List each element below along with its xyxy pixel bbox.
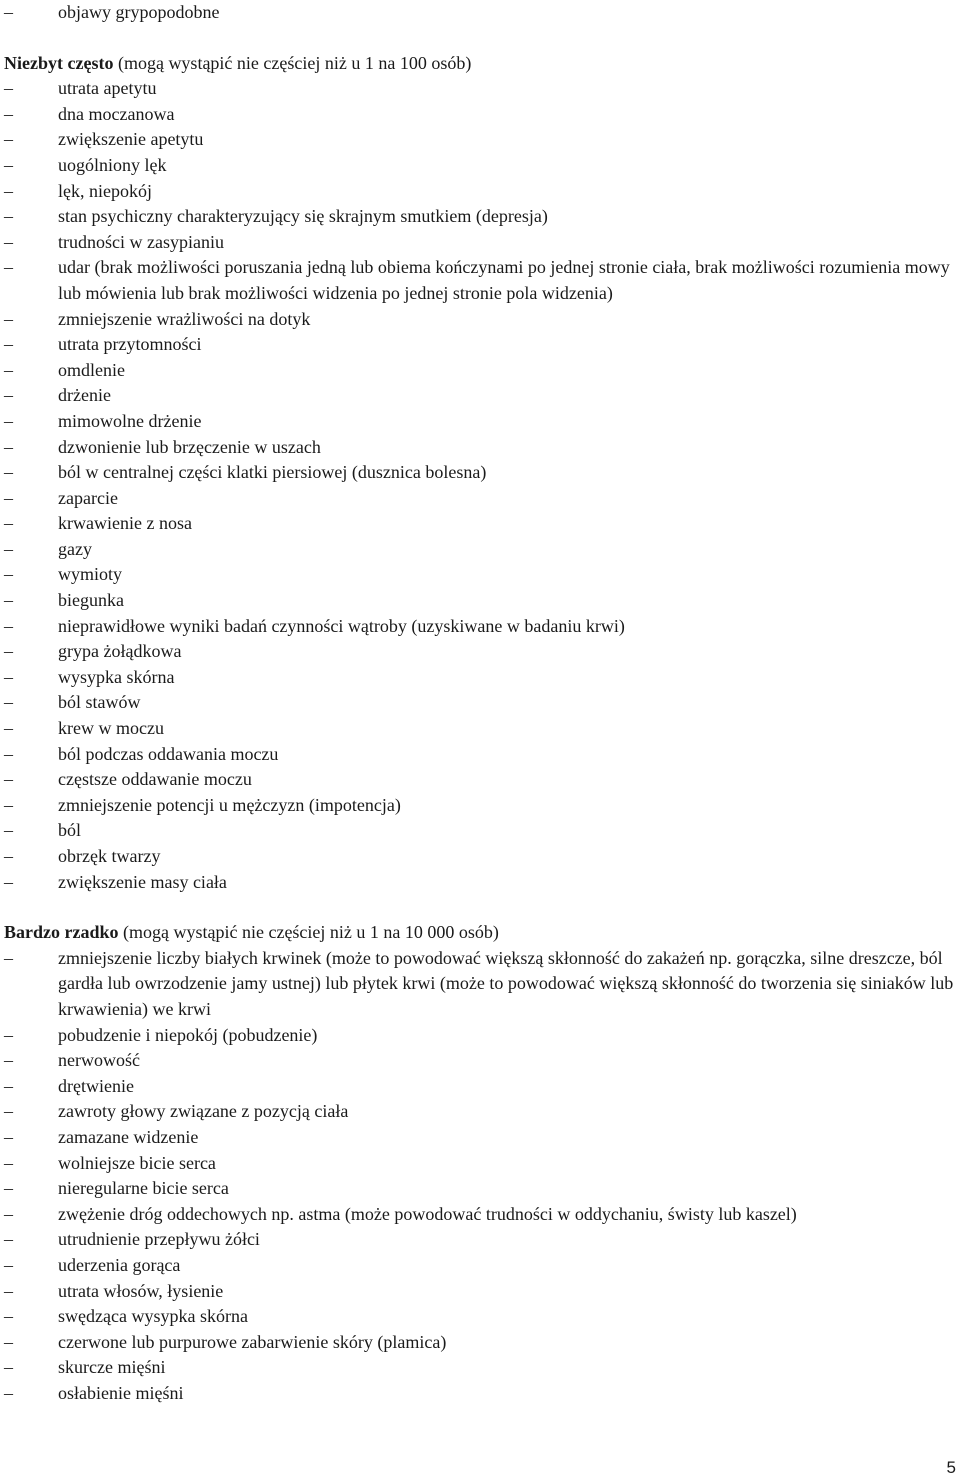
list-item-text: omdlenie [58,359,125,380]
list-item [0,383,960,409]
section-heading-bardzo-rzadko-rest: (mogą wystąpić nie częściej niż u 1 na 10 000 osób) [118,922,499,943]
list-item [0,486,960,512]
dash-bullet: – [4,769,13,790]
dash-bullet: – [4,718,13,739]
dash-bullet: – [4,385,13,406]
dash-bullet: – [4,436,13,457]
list-item [0,102,960,128]
dash-bullet: – [4,692,13,713]
dash-bullet: – [4,846,13,866]
list-item [0,76,960,102]
list-item-text: krwawienie z nosa [58,513,192,534]
dash-bullet: – [4,513,13,534]
list-item-text: dzwonienie lub brzęczenie w uszach [58,436,321,457]
list-item-text: wolniejsze bicie serca [58,1152,216,1173]
dash-bullet: – [4,1075,13,1096]
list-item-text: utrata przytomności [58,334,202,355]
list-item [0,204,960,230]
intro-list [0,0,960,26]
list-item [0,793,960,819]
list-item-text: udar (brak możliwości poruszania jedną lub obiema kończynami po jednej stronie ciała, brak możliwości rozumienia mowy lub mówienia lub brak możliwości widzenia po jednej stronie pola widzenia) [58,257,950,303]
list-item-text: krew w moczu [58,718,164,739]
list-item [0,332,960,358]
section-heading-niezbyt-rest: (mogą wystąpić nie częściej niż u 1 na 100 osób) [113,52,472,73]
list-item-text: ból podczas oddawania moczu [58,743,279,764]
list-item-text: stan psychiczny charakteryzujący się skrajnym smutkiem (depresja) [58,206,548,227]
list-item [0,614,960,640]
list-item-text: ból stawów [58,692,141,713]
dash-bullet: – [4,1126,13,1147]
list-item [0,1099,960,1125]
list-item-text: zmniejszenie liczby białych krwinek (może to powodować większą skłonność do zakażeń np. gorączka, silne dreszcze, ból gardła lub owrzodzenie jamy ustnej) lub płytek krwi (może to powodować większą skłonność do tworzenia się siniaków lub krwawienia) we krwi [58,947,954,1019]
list-item-text: trudności w zasypianiu [58,231,224,252]
list-item-text: nerwowość [58,1050,140,1071]
list-item-text: zaparcie [58,487,118,508]
dash-bullet: – [4,2,13,22]
list-item-text: drżenie [58,385,111,406]
list-item-text: gazy [58,538,92,559]
section-heading-niezbyt-bold: Niezbyt często [4,52,114,73]
list-item-text: osłabienie mięśni [58,1382,184,1403]
dash-bullet: – [4,487,13,508]
dash-bullet: – [4,590,13,611]
list-item [0,409,960,435]
list-item [0,511,960,537]
dash-bullet: – [4,641,13,662]
list-bardzo-rzadko [0,946,960,1407]
dash-bullet: – [4,1050,13,1071]
list-item-text: uogólniony lęk [58,154,167,175]
list-item-text: zmniejszenie wrażliwości na dotyk [58,308,311,329]
dash-bullet: – [4,743,13,764]
list-item-text: objawy grypopodobne [58,2,220,22]
list-item-text: wysypka skórna [58,666,175,687]
list-item [0,179,960,205]
dash-bullet: – [4,1178,13,1199]
list-item [0,1330,960,1356]
list-item-text: biegunka [58,590,124,611]
list-item [0,562,960,588]
list-item [0,1227,960,1253]
dash-bullet: – [4,257,13,278]
dash-bullet: – [4,1101,13,1122]
list-item [0,307,960,333]
dash-bullet: – [4,794,13,815]
dash-bullet: – [4,564,13,585]
list-item [0,1074,960,1100]
dash-bullet: – [4,1357,13,1378]
list-item [0,255,960,306]
dash-bullet: – [4,129,13,150]
list-item-text: obrzęk twarzy [58,846,161,866]
dash-bullet: – [4,1331,13,1352]
list-item-text: ból w centralnej części klatki piersiowej (dusznica bolesna) [58,462,487,483]
dash-bullet: – [4,947,13,968]
list-item [0,0,960,26]
dash-bullet: – [4,1382,13,1403]
list-item [0,1151,960,1177]
list-item [0,1381,960,1407]
dash-bullet: – [4,334,13,355]
list-item [0,1279,960,1305]
list-item-text: wymioty [58,564,123,585]
dash-bullet: – [4,538,13,559]
list-item [0,358,960,384]
list-item-text: skurcze mięśni [58,1357,166,1378]
list-item [0,716,960,742]
dash-bullet: – [4,103,13,124]
list-item-text: częstsze oddawanie moczu [58,769,252,790]
page-number: 5 [946,1458,956,1477]
list-item [0,230,960,256]
list-item [0,1176,960,1202]
section-heading-bardzo-rzadko-bold: Bardzo rzadko [4,922,119,943]
list-niezbyt [0,76,960,895]
list-item [0,1125,960,1151]
list-item-text: pobudzenie i niepokój (pobudzenie) [58,1024,318,1045]
list-item-text: grypa żołądkowa [58,641,182,662]
list-item [0,844,960,870]
list-item [0,153,960,179]
list-item [0,767,960,793]
list-item-text: swędząca wysypka skórna [58,1306,248,1327]
dash-bullet: – [4,462,13,483]
dash-bullet: – [4,1152,13,1173]
list-item [0,537,960,563]
section-heading-niezbyt [0,51,960,77]
list-item-text: utrata włosów, łysienie [58,1280,224,1301]
intro-block [0,0,960,26]
list-item [0,818,960,844]
list-item-text: zwiększenie apetytu [58,129,204,150]
dash-bullet: – [4,359,13,380]
dash-bullet: – [4,78,13,99]
dash-bullet: – [4,1254,13,1275]
dash-bullet: – [4,154,13,175]
list-item [0,1202,960,1228]
list-item-text: drętwienie [58,1075,134,1096]
dash-bullet: – [4,666,13,687]
dash-bullet: – [4,1024,13,1045]
dash-bullet: – [4,1306,13,1327]
list-item [0,665,960,691]
list-item-text: zwężenie dróg oddechowych np. astma (może powodować trudności w oddychaniu, świsty lub kaszel) [58,1203,797,1224]
list-item-text: lęk, niepokój [58,180,152,201]
dash-bullet: – [4,231,13,252]
list-item [0,870,960,896]
list-item [0,1048,960,1074]
dash-bullet: – [4,1229,13,1250]
list-item [0,127,960,153]
dash-bullet: – [4,308,13,329]
list-item-text: mimowolne drżenie [58,410,202,431]
list-item [0,435,960,461]
list-item-text: czerwone lub purpurowe zabarwienie skóry (plamica) [58,1331,447,1352]
list-item-text: utrudnienie przepływu żółci [58,1229,260,1250]
list-item [0,1304,960,1330]
list-item [0,1253,960,1279]
dash-bullet: – [4,615,13,636]
list-item-text: uderzenia gorąca [58,1254,181,1275]
dash-bullet: – [4,410,13,431]
list-item [0,588,960,614]
dash-bullet: – [4,180,13,201]
list-item-text: nieprawidłowe wyniki badań czynności wątroby (uzyskiwane w badaniu krwi) [58,615,625,636]
list-item [0,1023,960,1049]
list-item-text: zwiększenie masy ciała [58,871,227,892]
list-item-text: nieregularne bicie serca [58,1178,229,1199]
list-item-text: zawroty głowy związane z pozycją ciała [58,1101,349,1122]
dash-bullet: – [4,1280,13,1301]
list-item-text: utrata apetytu [58,78,157,99]
list-item-text: zamazane widzenie [58,1126,199,1147]
dash-bullet: – [4,871,13,892]
section-heading-bardzo-rzadko [0,920,960,946]
list-item-text: ból [58,820,82,841]
list-item [0,1355,960,1381]
dash-bullet: – [4,1203,13,1224]
list-item [0,742,960,768]
list-item [0,639,960,665]
list-item [0,690,960,716]
list-item [0,460,960,486]
list-item [0,946,960,1023]
list-item-text: zmniejszenie potencji u mężczyzn (impotencja) [58,794,401,815]
dash-bullet: – [4,820,13,841]
dash-bullet: – [4,206,13,227]
list-item-text: dna moczanowa [58,103,175,124]
